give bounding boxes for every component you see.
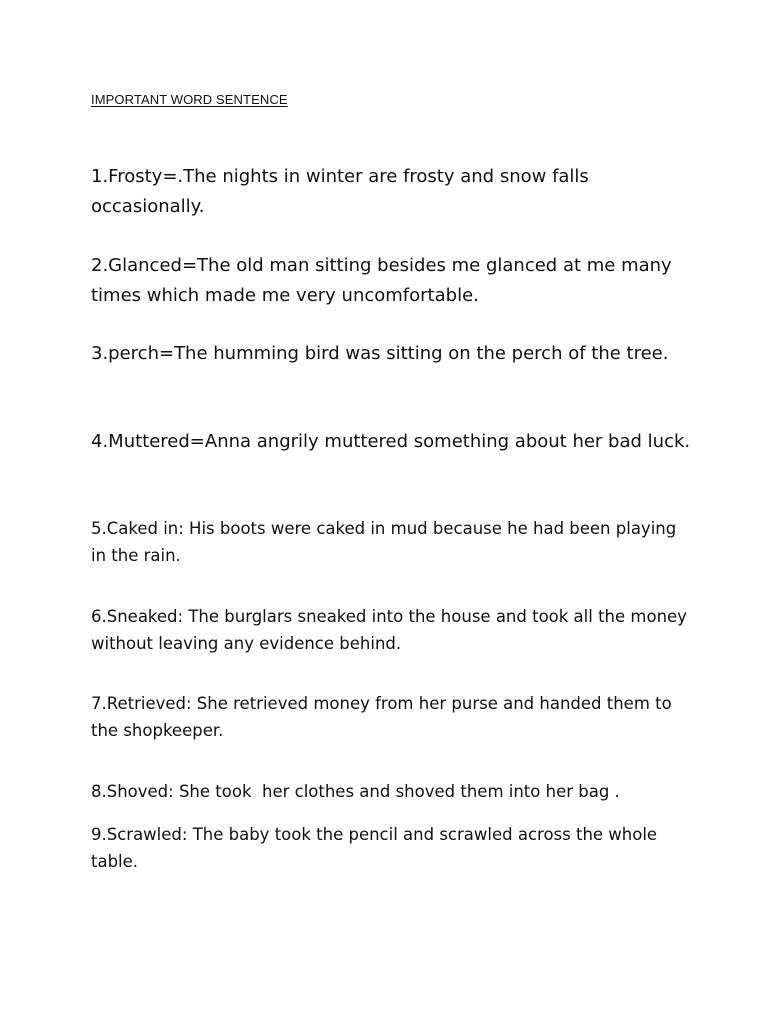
- sentence-item-5: 5.Caked in: His boots were caked in mud because he had been playing in the rain.: [91, 519, 677, 565]
- sentence-item-1: 1.Frosty=.The nights in winter are frosty and snow falls occasionally.: [91, 166, 589, 217]
- sentence-item-9: 9.Scrawled: The baby took the pencil and scrawled across the whole table.: [91, 825, 658, 871]
- sentence-item-8: 8.Shoved: She took her clothes and shoved them into her bag .: [91, 782, 620, 801]
- sentence-item-7: 7.Retrieved: She retrieved money from her purse and handed them to the shopkeeper.: [91, 694, 672, 740]
- sentence-item-6: 6.Sneaked: The burglars sneaked into the house and took all the money without leaving any evidence behind.: [91, 607, 687, 653]
- sentence-item-3: 3.perch=The humming bird was sitting on the perch of the tree.: [91, 343, 669, 364]
- page-heading: IMPORTANT WORD SENTENCE: [91, 92, 288, 107]
- sentence-item-4: 4.Muttered=Anna angrily muttered something about her bad luck.: [91, 431, 691, 452]
- sentence-item-2: 2.Glanced=The old man sitting besides me glanced at me many times which made me very uncomfortable.: [91, 255, 672, 306]
